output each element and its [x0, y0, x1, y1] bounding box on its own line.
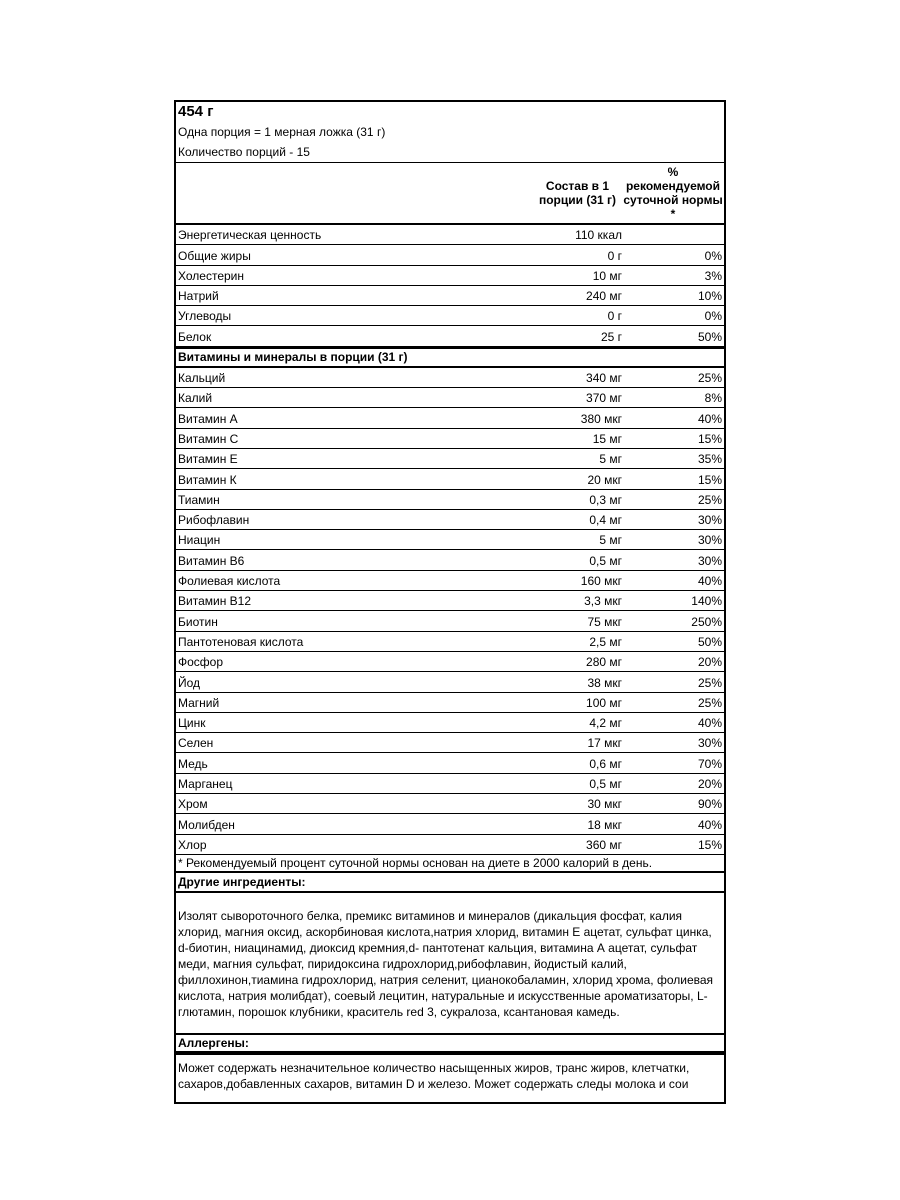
table-row [176, 510, 724, 530]
allergens-text: Может содержать незначительное количество насыщенных жиров, транс жиров, клетчатки, сахаров,добавленных сахаров, витамин D и железо. Может содержать следы молока и сои [178, 1060, 690, 1091]
table-row [176, 286, 724, 306]
nutrient-amount: 110 ккал [575, 228, 622, 243]
vitamins-list [176, 368, 724, 855]
vitamins-section-title: Витамины и минералы в порции (31 г) [176, 347, 724, 368]
nutrient-name: Витамин Е [178, 452, 238, 467]
nutrient-daily-value: 20% [697, 777, 722, 792]
nutrient-name: Витамин А [178, 411, 238, 426]
nutrient-amount: 5 мг [599, 533, 622, 548]
nutrient-name: Витамин К [178, 472, 237, 487]
table-row [176, 368, 724, 388]
nutrient-name: Холестерин [178, 268, 244, 283]
table-row [176, 245, 724, 265]
nutrients-list [176, 225, 724, 347]
nutrient-name: Фолиевая кислота [178, 574, 281, 589]
nutrient-name: Витамин С [178, 431, 239, 446]
table-row [176, 753, 724, 773]
table-row [176, 550, 724, 570]
nutrient-daily-value: 30% [697, 736, 722, 751]
table-row [176, 733, 724, 753]
nutrient-daily-value: 25% [697, 371, 722, 386]
nutrient-amount: 75 мкг [587, 614, 622, 629]
nutrient-name: Молибден [178, 817, 235, 832]
table-row [176, 611, 724, 631]
nutrient-amount: 25 г [600, 329, 622, 344]
nutrient-amount: 340 мг [586, 371, 622, 386]
nutrient-daily-value: 50% [697, 329, 722, 344]
nutrient-amount: 4,2 мг [589, 716, 622, 731]
nutrient-amount: 380 мкг [580, 411, 622, 426]
nutrient-daily-value: 20% [697, 655, 722, 670]
table-row [176, 713, 724, 733]
nutrient-daily-value: 30% [697, 553, 722, 568]
nutrient-daily-value: 15% [697, 472, 722, 487]
nutrient-name: Биотин [178, 614, 218, 629]
nutrient-name: Энергетическая ценность [178, 228, 322, 243]
nutrient-name: Цинк [178, 716, 206, 731]
nutrient-name: Белок [178, 329, 212, 344]
nutrient-name: Витамин В6 [178, 553, 245, 568]
nutrient-amount: 3,3 мкг [584, 594, 622, 609]
table-row [176, 408, 724, 428]
nutrient-amount: 18 мкг [587, 817, 622, 832]
table-header [176, 162, 724, 225]
nutrient-name: Кальций [178, 371, 226, 386]
nutrient-name: Марганец [178, 777, 233, 792]
table-row [176, 652, 724, 672]
nutrient-amount: 38 мкг [587, 675, 622, 690]
nutrient-name: Общие жиры [178, 248, 251, 263]
nutrient-amount: 0,5 мг [589, 553, 622, 568]
nutrient-name: Селен [178, 736, 214, 751]
table-row [176, 774, 724, 794]
nutrient-amount: 240 мг [586, 289, 622, 304]
allergens-title: Аллергены: [176, 1035, 724, 1055]
nutrient-name: Калий [178, 391, 213, 406]
nutrient-name: Витамин В12 [178, 594, 252, 609]
nutrient-amount: 100 мг [586, 695, 622, 710]
header-empty-cell [176, 163, 521, 223]
nutrient-name: Магний [178, 695, 220, 710]
table-row [176, 693, 724, 713]
nutrient-name: Ниацин [178, 533, 221, 548]
nutrient-daily-value: 15% [697, 837, 722, 852]
nutrient-daily-value: 10% [697, 289, 722, 304]
column-header-pct: % рекомендуемой суточной нормы * [623, 165, 723, 221]
nutrient-daily-value: 25% [697, 492, 722, 507]
nutrient-daily-value: 0% [704, 309, 722, 324]
other-ingredients-title: Другие ингредиенты: [176, 873, 724, 893]
nutrient-amount: 0 г [607, 309, 622, 324]
nutrient-daily-value: 50% [697, 634, 722, 649]
nutrient-name: Фосфор [178, 655, 224, 670]
nutrient-amount: 17 мкг [587, 736, 622, 751]
table-row [176, 225, 724, 245]
table-row [176, 326, 724, 346]
nutrient-name: Тиамин [178, 492, 220, 507]
nutrient-amount: 30 мкг [587, 797, 622, 812]
nutrient-name: Хром [178, 797, 208, 812]
nutrient-amount: 15 мг [592, 431, 622, 446]
table-row [176, 814, 724, 834]
nutrient-name: Рибофлавин [178, 513, 250, 528]
nutrient-name: Хлор [178, 837, 207, 852]
nutrient-amount: 0,6 мг [589, 756, 622, 771]
nutrient-daily-value: 35% [697, 452, 722, 467]
table-row [176, 388, 724, 408]
footnote: * Рекомендуемый процент суточной нормы основан на диете в 2000 калорий в день. [176, 855, 724, 873]
nutrient-amount: 10 мг [592, 268, 622, 283]
nutrient-daily-value: 25% [697, 695, 722, 710]
table-row [176, 632, 724, 652]
nutrition-label [174, 100, 726, 1104]
column-header-amount: Состав в 1 порции (31 г) [538, 179, 617, 207]
table-row [176, 835, 724, 855]
table-row [176, 794, 724, 814]
nutrient-daily-value: 40% [697, 716, 722, 731]
product-weight: 454 г [178, 103, 214, 120]
table-row [176, 306, 724, 326]
nutrient-daily-value: 250% [691, 614, 722, 629]
table-row [176, 469, 724, 489]
nutrient-name: Пантотеновая кислота [178, 634, 304, 649]
table-row [176, 266, 724, 286]
nutrient-name: Йод [178, 675, 201, 690]
table-row [176, 672, 724, 692]
servings-count: Количество порций - 15 [178, 145, 310, 159]
nutrient-daily-value: 70% [697, 756, 722, 771]
nutrient-daily-value: 30% [697, 513, 722, 528]
nutrient-amount: 0,3 мг [589, 492, 622, 507]
table-row [176, 530, 724, 550]
nutrient-name: Натрий [178, 289, 219, 304]
nutrient-daily-value: 90% [697, 797, 722, 812]
nutrient-daily-value: 40% [697, 411, 722, 426]
table-row [176, 490, 724, 510]
other-ingredients-text: Изолят сывороточного белка, премикс витаминов и минералов (дикальция фосфат, калия хлорид, магния оксид, аскорбиновая кислота,натрия хлорид, витамин Е ацетат, сульфат цинка, d-биотин, ниацинамид, диоксид кремния,d- пантотенат кальция, витамина А ацетат, сульфат меди, магния сульфат, пиридоксина гидрохлорид,рибофлавин, йодистый калий, филлохинон,тиамина гидрохлорид, натрия селенит, цианокобаламин, хлорид хрома, фолиевая кислота, натрия молибдат), соевый лецитин, натуральные и искусственные ароматизаторы, L-глютамин, порошок клубники, краситель red 3, сукралоза, ксантановая камедь. [176, 893, 724, 1035]
table-row [176, 429, 724, 449]
serving-size: Одна порция = 1 мерная ложка (31 г) [178, 125, 386, 139]
nutrient-amount: 5 мг [599, 452, 622, 467]
nutrient-daily-value: 140% [691, 594, 722, 609]
nutrient-amount: 360 мг [586, 837, 622, 852]
nutrient-amount: 0 г [607, 248, 622, 263]
nutrient-daily-value: 25% [697, 675, 722, 690]
nutrient-daily-value: 3% [704, 268, 722, 283]
nutrient-amount: 370 мг [586, 391, 622, 406]
nutrient-amount: 20 мкг [587, 472, 622, 487]
table-row [176, 591, 724, 611]
nutrient-daily-value: 40% [697, 574, 722, 589]
nutrient-amount: 160 мкг [580, 574, 622, 589]
nutrient-name: Медь [178, 756, 208, 771]
nutrient-daily-value: 30% [697, 533, 722, 548]
table-row [176, 449, 724, 469]
nutrient-daily-value: 15% [697, 431, 722, 446]
nutrient-daily-value [622, 242, 724, 244]
nutrient-amount: 280 мг [586, 655, 622, 670]
table-row [176, 571, 724, 591]
nutrient-daily-value: 0% [704, 248, 722, 263]
nutrient-name: Углеводы [178, 309, 232, 324]
nutrient-amount: 0,5 мг [589, 777, 622, 792]
nutrient-daily-value: 40% [697, 817, 722, 832]
nutrient-amount: 2,5 мг [589, 634, 622, 649]
nutrient-amount: 0,4 мг [589, 513, 622, 528]
nutrient-daily-value: 8% [704, 391, 722, 406]
